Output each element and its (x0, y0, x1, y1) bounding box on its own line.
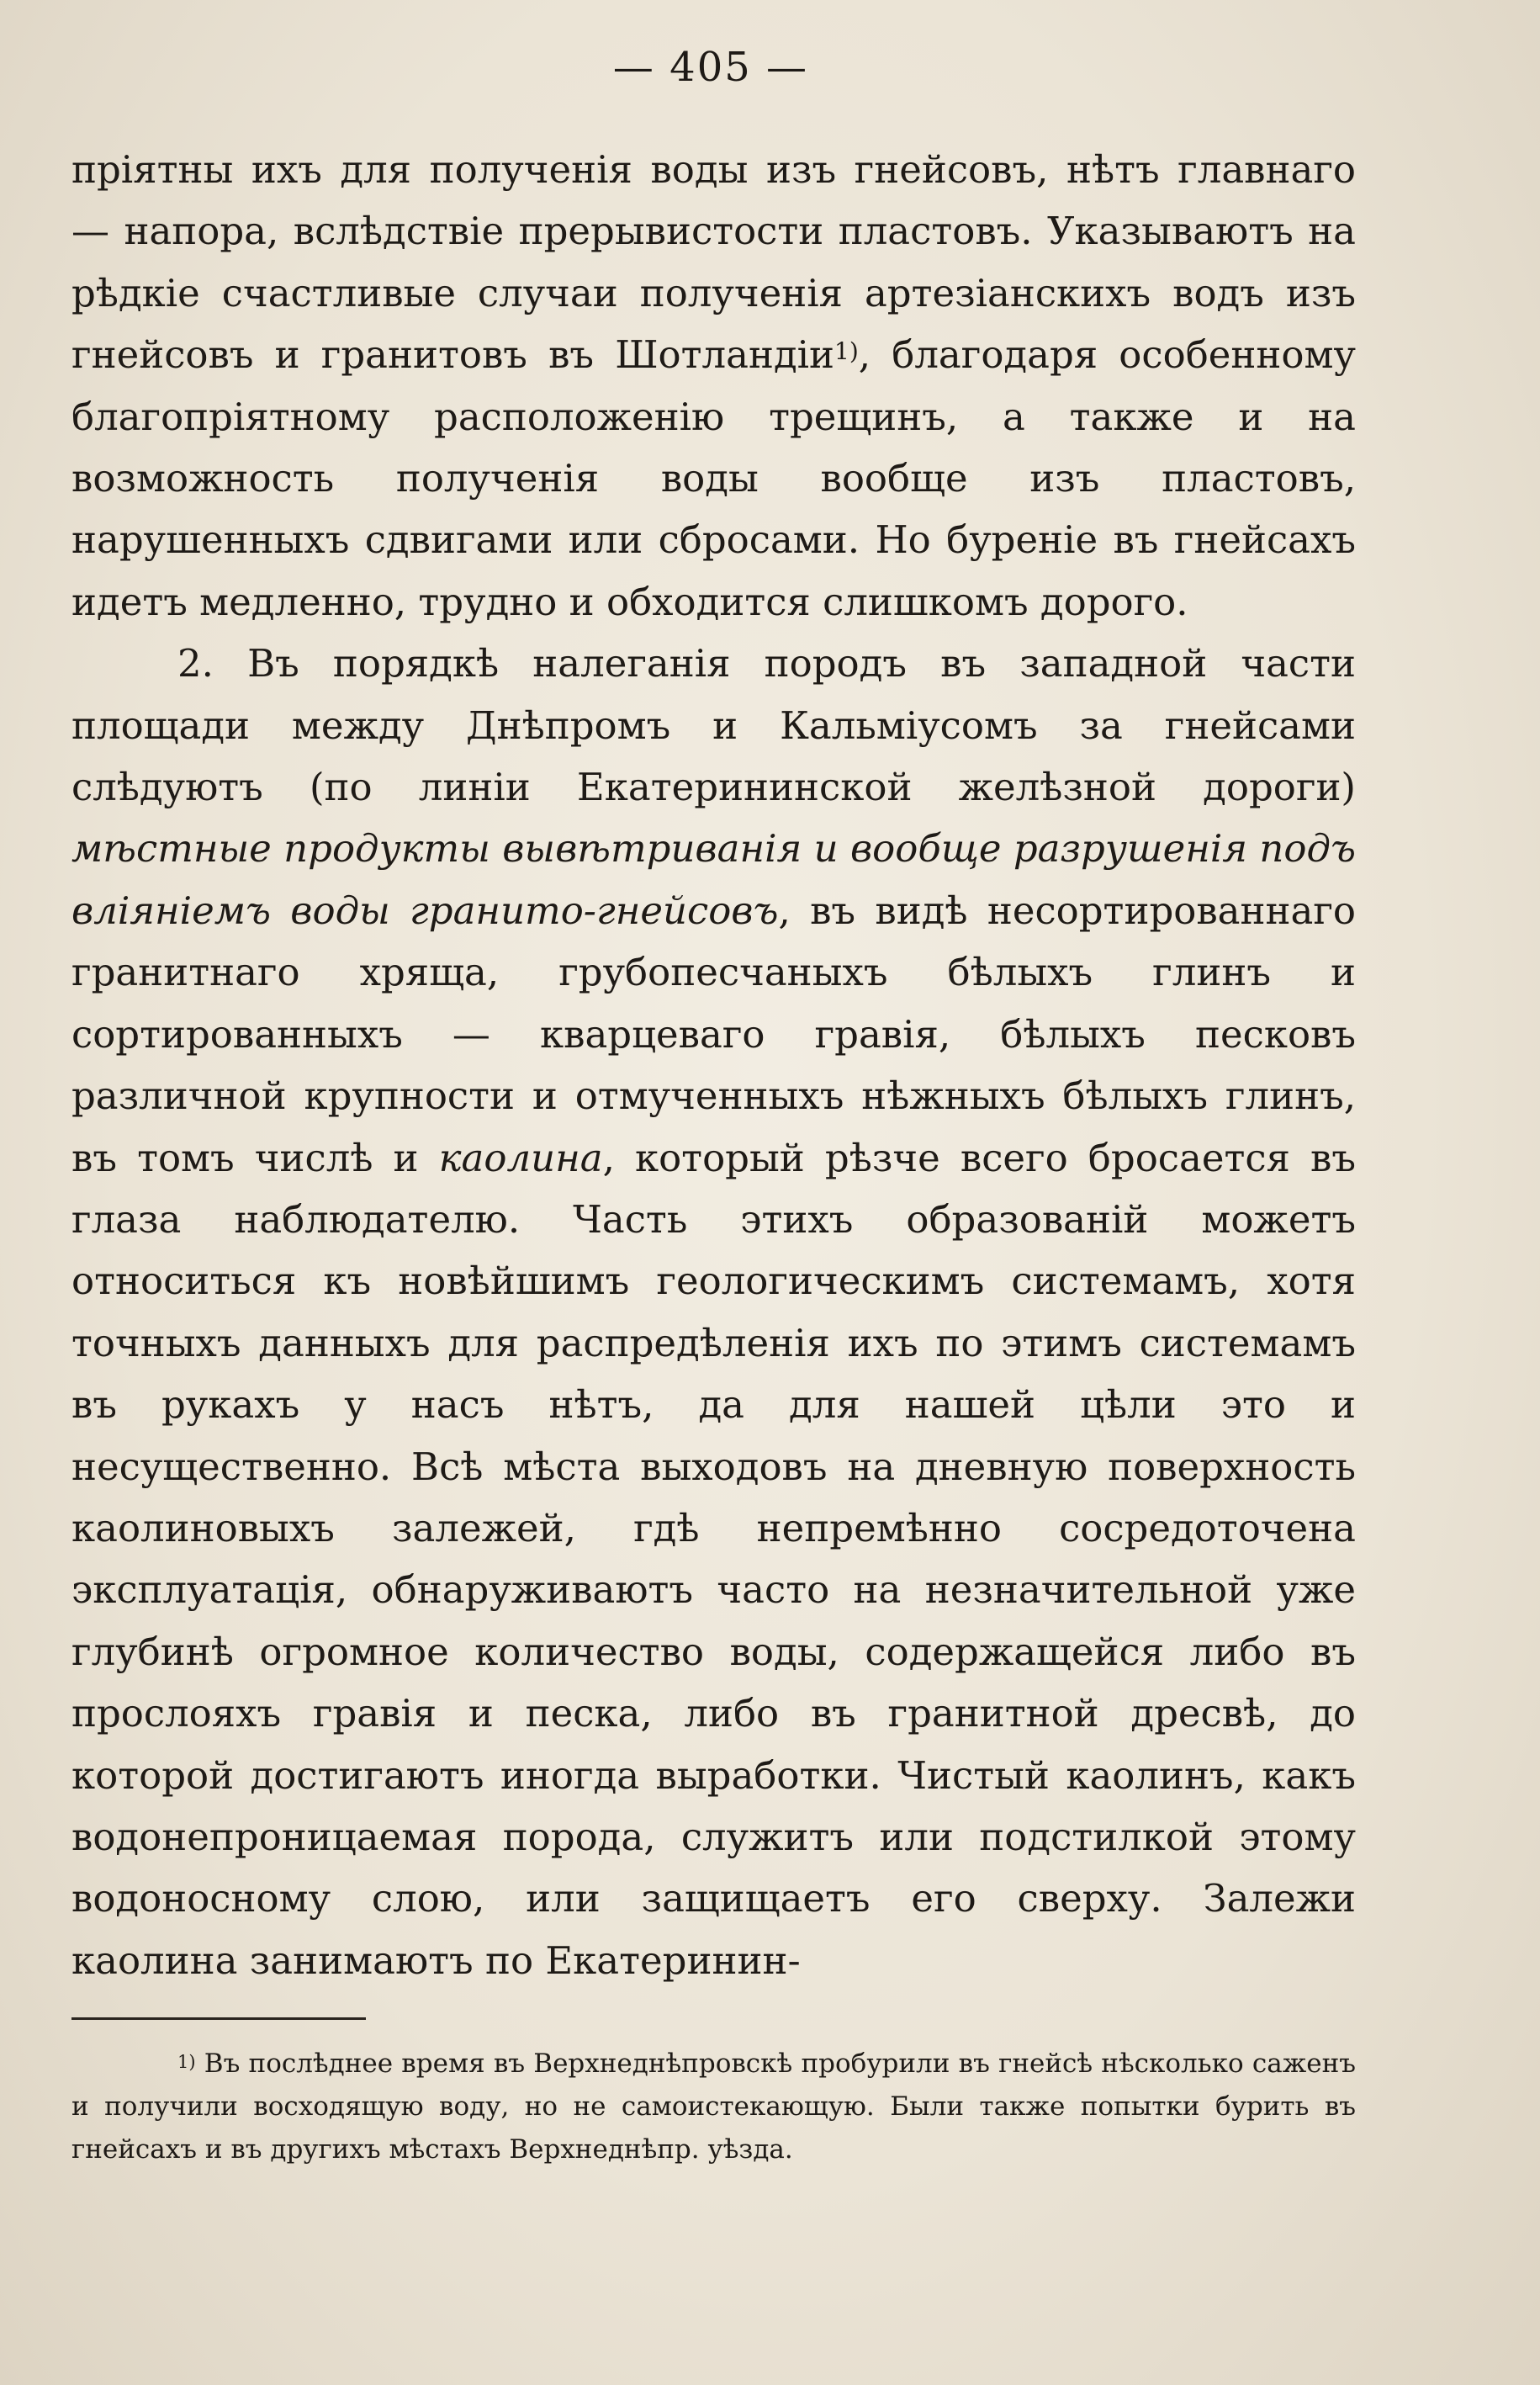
italic-term: мѣстные продукты вывѣтриванія и вообще разрушенія подъ вліяніемъ воды гранито-гнейсовъ (71, 826, 1356, 933)
main-text (71, 139, 1356, 1991)
text-segment: пріятны ихъ для полученія воды изъ гнейсовъ, нѣтъ главнаго — напора, вслѣдствіе прерывистости пластовъ. Указываютъ на рѣдкіе счастливые случаи полученія артезіанскихъ водъ изъ гнейсовъ и гранитовъ въ Шотландіи (71, 147, 1356, 378)
paragraph-1 (71, 139, 1356, 633)
text-segment: , благодаря особенному благопріятному расположенію трещинъ, а также и на возможность полученія воды вообще изъ пластовъ, нарушенныхъ сдвигами или сбросами. Но буреніе въ гнейсахъ идетъ медленно, трудно и обходится слишкомъ дорого. (71, 332, 1356, 624)
text-segment: , который рѣзче всего бросается въ глаза наблюдателю. Часть этихъ образованій можетъ относиться къ новѣйшимъ геологическимъ системамъ, хотя точныхъ данныхъ для распредѣленія ихъ по этимъ системамъ въ рукахъ у насъ нѣтъ, да для нашей цѣли это и несущественно. Всѣ мѣста выходовъ на дневную поверхность каолиновыхъ залежей, гдѣ непремѣнно сосредоточена эксплуатація, обнаруживаютъ часто на незначительной уже глубинѣ огромное количество воды, содержащейся либо въ прослояхъ гравія и песка, либо въ гранитной дресвѣ, до которой достигаютъ иногда выработки. Чистый каолинъ, какъ водонепроницаемая порода, служитъ или подстилкой этому водоносному слою, или защищаетъ его сверху. Залежи каолина занимаютъ по Екатеринин- (71, 1135, 1356, 1983)
paragraph-2 (71, 633, 1356, 1991)
footnote (71, 2043, 1356, 2171)
footnote-text: Въ послѣднее время въ Верхнеднѣпровскѣ пробурили въ гнейсѣ нѣсколько саженъ и получили восходящую воду, но не самоистекающую. Были также попытки бурить въ гнейсахъ и въ другихъ мѣстахъ Верхнеднѣпр. уѣзда. (71, 2048, 1356, 2165)
text-segment: 2. Въ порядкѣ налеганія породъ въ западной части площади между Днѣпромъ и Кальміусомъ за гнейсами слѣдуютъ (по линіи Екатерининской желѣзной дороги) (71, 641, 1356, 810)
text-segment: , въ видѣ несортированнаго гранитнаго хряща, грубопесчаныхъ бѣлыхъ глинъ и сортированныхъ — кварцеваго гравія, бѣлыхъ песковъ различной крупности и отмученныхъ нѣжныхъ бѣлыхъ глинъ, въ томъ числѣ и (71, 888, 1356, 1180)
page-number: — 405 — (612, 44, 809, 91)
footnote-paragraph (71, 2043, 1356, 2171)
footnote-divider (71, 2017, 366, 2020)
italic-term: каолина (438, 1135, 603, 1180)
footnote-marker: 1) (177, 2052, 196, 2072)
footnote-reference: 1) (834, 337, 859, 366)
